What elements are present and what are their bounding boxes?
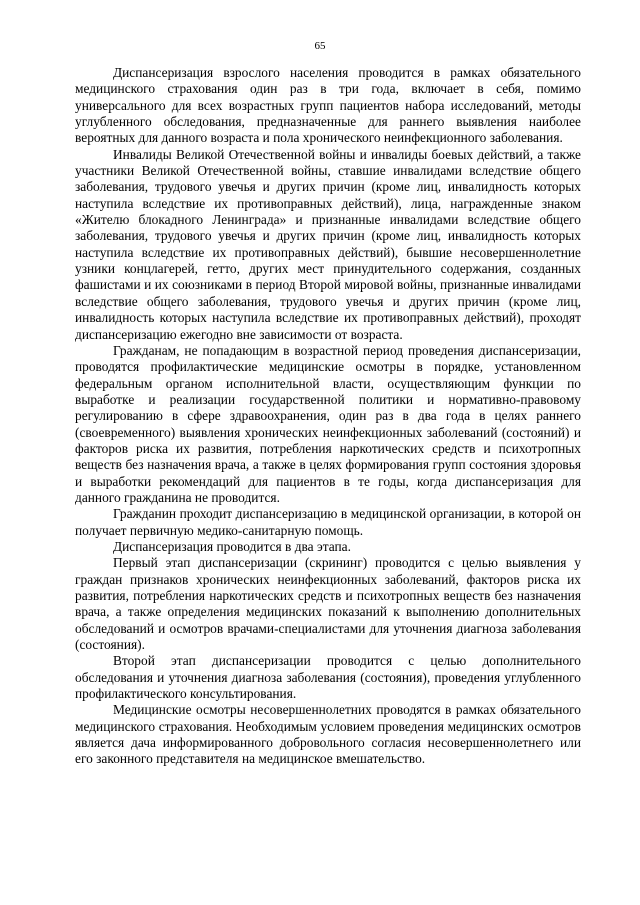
- paragraph-adult-dispensary: Диспансеризация взрослого населения проводится в рамках обязательного медицинского страхования один раз в три года, включает в себя, помимо универсального для всех возрастных групп пациентов набора исследований, методы углубленного обследования, предназначенные для раннего выявления наиболее вероятных для данного возраста и пола хронического неинфекционного заболевания.: [75, 65, 581, 146]
- text-body: [75, 65, 581, 768]
- paragraph-second-stage: Второй этап диспансеризации проводится с целью дополнительного обследования и уточнения диагноза заболевания (состояния), проведения углубленного профилактического консультирования.: [75, 653, 581, 702]
- paragraph-first-stage: Первый этап диспансеризации (скрининг) проводится с целью выявления у граждан признаков хронических неинфекционных заболеваний, факторов риска их развития, потребления наркотических средств и психотропных веществ без назначения врача, а также определения медицинских показаний к выполнению дополнительных обследований и осмотров врачами-специалистами для уточнения диагноза заболевания (состояния).: [75, 555, 581, 653]
- paragraph-two-stages: Диспансеризация проводится в два этапа.: [113, 538, 351, 554]
- page-number: 65: [314, 40, 326, 52]
- paragraph-minors-exams: Медицинские осмотры несовершеннолетних проводятся в рамках обязательного медицинского страхования. Необходимым условием проведения медицинских осмотров является дача информированного добровольного согласия несовершеннолетнего или его законного представителя на медицинское вмешательство.: [75, 702, 581, 767]
- paragraph-medical-organization: Гражданин проходит диспансеризацию в медицинской организации, в которой он получает первичную медико-санитарную помощь.: [75, 506, 581, 538]
- paragraph-veterans-invalids: Инвалиды Великой Отечественной войны и инвалиды боевых действий, а также участники Великой Отечественной войны, ставшие инвалидами вследствие общего заболевания, трудового увечья и других причин (кроме лиц, инвалидность которых наступила вследствие их противоправных действий), лица, награжденные знаком «Жителю блокадного Ленинграда» и признанные инвалидами вследствие общего заболевания, трудового увечья и других причин (кроме лиц, инвалидность которых наступила вследствие их противоправных действий), бывшие несовершеннолетние узники концлагерей, гетто, других мест принудительного содержания, созданных фашистами и их союзниками в период Второй мировой войны, признанные инвалидами вследствие общего заболевания, трудового увечья и других причин (кроме лиц, инвалидность которых наступила вследствие их противоправных действий), проходят диспансеризацию ежегодно вне зависимости от возраста.: [75, 146, 581, 342]
- paragraph-preventive-exams: Гражданам, не попадающим в возрастной период проведения диспансеризации, проводятся профилактические медицинские осмотры в порядке, установленном федеральным органом исполнительной власти, осуществляющим функции по выработке и реализации государственной политики и нормативно-правовому регулированию в сфере здравоохранения, один раз в два года в целях раннего (своевременного) выявления хронических неинфекционных заболеваний (состояний) и факторов риска их развития, потребления наркотических средств и психотропных веществ без назначения врача, а также в целях формирования групп состояния здоровья и выработки рекомендаций для пациентов в те годы, когда диспансеризация для данного гражданина не проводится.: [75, 342, 581, 505]
